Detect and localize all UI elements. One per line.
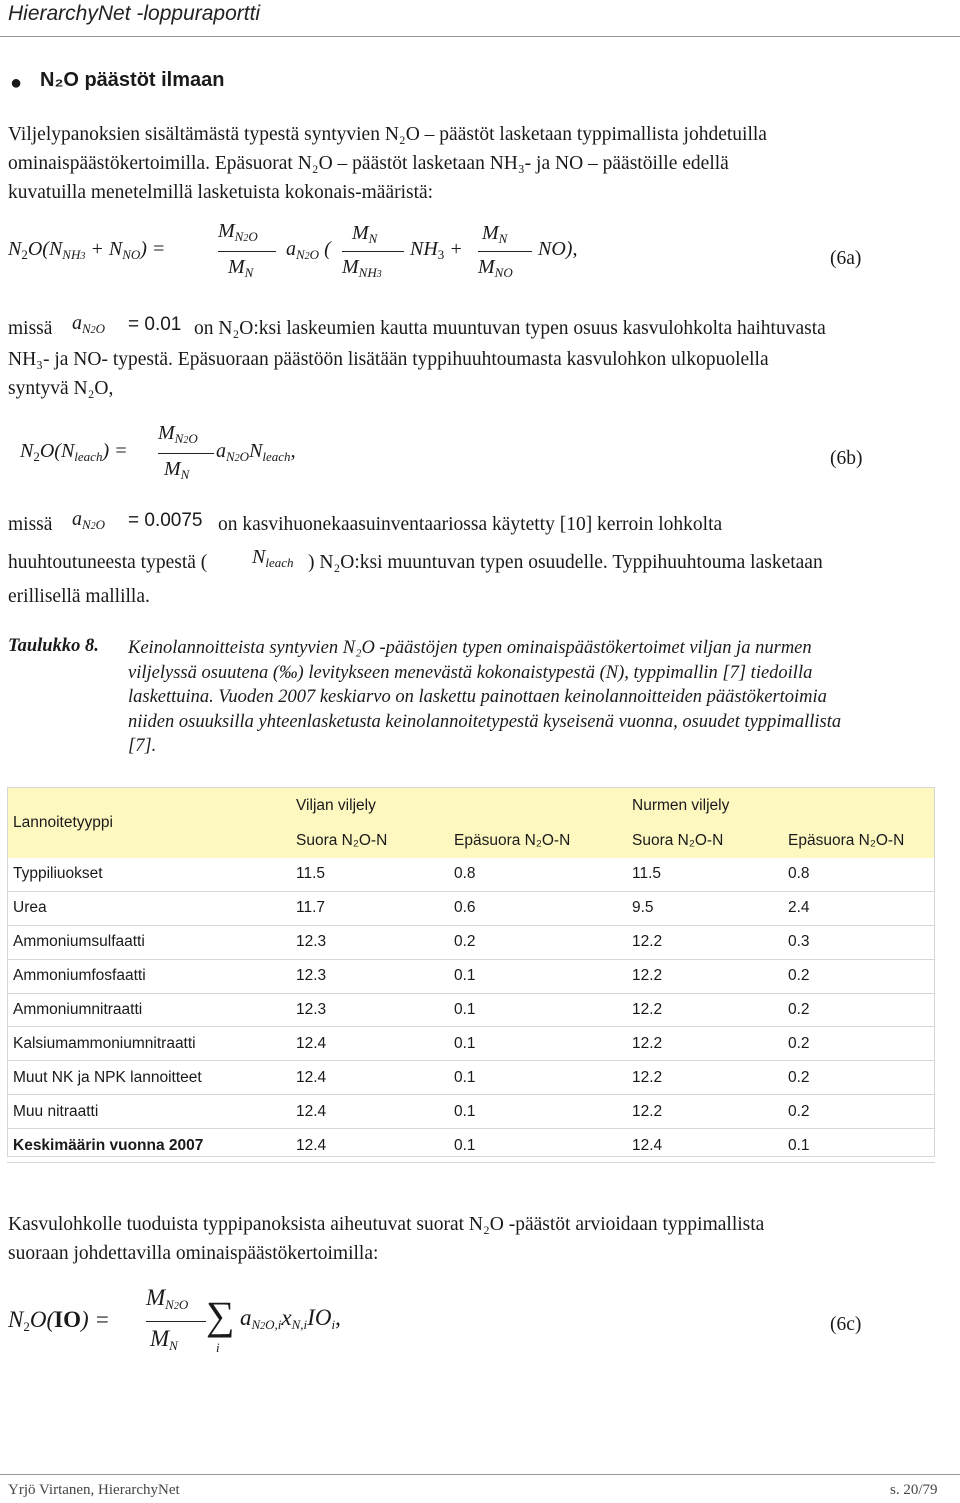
value-cell: 0.1 [448, 993, 626, 1027]
fertilizer-type-cell: Ammoniumfosfaatti [7, 959, 290, 993]
missa-text: NH₃- ja NO- typestä. Epäsuoraan päästöön lisätään typpihuuhtoumasta kasvulohkon ulkopuolella [8, 349, 769, 370]
equation-6b-frac-num: $M_{N2O}$ [158, 422, 198, 446]
fertilizer-type-cell: Keskimäärin vuonna 2007 [7, 1129, 290, 1163]
fraction-bar [158, 453, 214, 454]
value-cell: 12.4 [290, 1027, 448, 1061]
table-caption-text [128, 636, 958, 759]
equation-6c-number: (6c) [830, 1314, 862, 1335]
value-cell: 12.3 [290, 925, 448, 959]
equation-6a-term: $NH_3$ + [410, 238, 463, 262]
equation-6a-frac3-den: $M_{NO}$ [478, 256, 513, 280]
header-divider [0, 36, 960, 37]
equation-6a-lhs: $N_2O(N_{NH3} + N_{NO})$ = [8, 238, 166, 262]
value-cell: 12.4 [290, 1061, 448, 1095]
value-cell: 0.2 [782, 1027, 935, 1061]
value-cell: 0.8 [448, 858, 626, 891]
fraction-bar [478, 251, 532, 252]
equation-6a-coef: $a_{N2O}$ ( [286, 238, 331, 262]
value-cell: 2.4 [782, 891, 935, 925]
value-cell: 0.2 [782, 959, 935, 993]
equation-6c-frac-num: $M_{N2O}$ [146, 1285, 189, 1312]
value-cell: 0.2 [782, 1095, 935, 1129]
fertilizer-type-cell: Kalsiumammoniumnitraatti [7, 1027, 290, 1061]
value-cell: 12.4 [290, 1129, 448, 1163]
value-cell: 11.5 [290, 858, 448, 891]
table-row [7, 925, 935, 959]
value-cell: 9.5 [626, 891, 782, 925]
fertilizer-type-cell: Ammoniumnitraatti [7, 993, 290, 1027]
footer-page: s. 20/79 [890, 1482, 938, 1498]
value-cell: 0.2 [448, 925, 626, 959]
fertilizer-type-cell: Muut NK ja NPK lannoitteet [7, 1061, 290, 1095]
intro-line: kuvatuilla menetelmillä lasketuista kokonais-määristä: [8, 182, 434, 203]
equation-6a-frac3-num: $M_N$ [482, 222, 508, 246]
table-subheader: Suora N₂O-N [290, 823, 448, 858]
equation-6a-frac2-den: $M_{NH3}$ [342, 256, 382, 280]
equation-6c-rhs: $a_{N2O,i}x_{N,i}IO_i$, [240, 1305, 341, 1332]
caption-line: [7]. [128, 736, 157, 756]
fertilizer-type-cell: Muu nitraatti [7, 1095, 290, 1129]
coef-value: = 0.0075 [128, 510, 203, 531]
value-cell: 12.4 [626, 1129, 782, 1163]
missa-label: missä [8, 318, 53, 339]
value-cell: 12.4 [290, 1095, 448, 1129]
table-body [7, 858, 935, 1163]
equation-6a-frac1-num: $M_{N2O}$ [218, 220, 258, 244]
after-line: Kasvulohkolle tuoduista typpipanoksista aiheutuvat suorat N₂O -päästöt arvioidaan typpimallista [8, 1214, 765, 1235]
bullet-icon: ● [10, 72, 23, 94]
fertilizer-type-cell: Urea [7, 891, 290, 925]
value-cell: 12.2 [626, 925, 782, 959]
value-cell: 12.2 [626, 1061, 782, 1095]
value-cell: 0.1 [448, 1027, 626, 1061]
equation-6a-frac2-num: $M_N$ [352, 222, 378, 246]
fertilizer-type-cell: Typpiliuokset [7, 858, 290, 891]
value-cell: 0.2 [782, 1061, 935, 1095]
coef-symbol: $a_{N2O}$ [72, 508, 106, 532]
table-caption-label: Taulukko 8. [8, 636, 99, 656]
missa-text: on N₂O:ksi laskeumien kautta muuntuvan typen osuus kasvulohkolta haihtuvasta [194, 318, 826, 339]
missa-text-b: ) N₂O:ksi muuntuvan typen osuudelle. Typpihuuhtouma lasketaan [308, 552, 823, 573]
after-line: suoraan johdettavilla ominaispäästökertoimilla: [8, 1243, 379, 1264]
equation-6b-frac-den: $M_N$ [164, 458, 190, 482]
table-row [7, 891, 935, 925]
value-cell: 0.1 [782, 1129, 935, 1163]
caption-line: laskettuina. Vuoden 2007 keskiarvo on laskettu painottaen keinolannoitteiden päästökertoimia [128, 687, 827, 707]
intro-line: ominaispäästökertoimilla. Epäsuorat N₂O – päästöt lasketaan NH₃- ja NO – päästöille edellä [8, 153, 729, 174]
table-row [7, 1095, 935, 1129]
table-row [7, 993, 935, 1027]
table-subheader: Epäsuora N₂O-N [782, 823, 935, 858]
value-cell: 0.2 [782, 993, 935, 1027]
value-cell: 0.1 [448, 1061, 626, 1095]
intro-paragraph [8, 120, 958, 207]
fraction-bar [342, 251, 404, 252]
table-header-group: Viljan viljely [290, 788, 626, 823]
coef-value: = 0.01 [128, 314, 182, 335]
table-header-group: Nurmen viljely [626, 788, 935, 823]
value-cell: 11.7 [290, 891, 448, 925]
caption-line: niiden osuuksilla yhteenlasketusta keinolannoitetypestä kyseisenä vuonna, osuudet typpimallista [128, 711, 842, 732]
caption-line: viljelyssä osuutena (‰) levitykseen menevästä kokonaistypestä (N), typpimallin [7] tiedoilla [128, 662, 813, 683]
missa-text: on kasvihuonekaasuinventaariossa käytetty [10] kerroin lohkolta [218, 514, 723, 535]
fraction-bar [218, 251, 276, 252]
intro-line: Viljelypanoksien sisältämästä typestä syntyvien N₂O – päästöt lasketaan typpimallista johdetuilla [8, 124, 767, 145]
table-header-type: Lannoitetyyppi [7, 788, 290, 858]
value-cell: 0.1 [448, 1129, 626, 1163]
table-row [7, 1027, 935, 1061]
missa-label: missä [8, 514, 53, 535]
coef-symbol: $a_{N2O}$ [72, 312, 106, 336]
table-row [7, 858, 935, 891]
value-cell: 12.2 [626, 993, 782, 1027]
value-cell: 0.3 [782, 925, 935, 959]
equation-6b-lhs: $N_2O(N_{leach})$ = [20, 440, 128, 464]
value-cell: 12.2 [626, 1095, 782, 1129]
sum-index: i [216, 1340, 220, 1355]
footer-author: Yrjö Virtanen, HierarchyNet [8, 1482, 180, 1498]
table-row [7, 1129, 935, 1163]
emission-factor-table [7, 788, 935, 1163]
page-header-title: HierarchyNet -loppuraportti [8, 2, 261, 25]
equation-6c-lhs: $N_2O(IO)$ = [8, 1307, 110, 1334]
section-heading: N₂O päästöt ilmaan [40, 69, 225, 91]
value-cell: 12.3 [290, 959, 448, 993]
equation-6c-frac-den: $M_N$ [150, 1326, 178, 1353]
fraction-bar [146, 1321, 206, 1322]
missa-text: syntyvä N₂O, [8, 378, 114, 399]
value-cell: 0.1 [448, 959, 626, 993]
value-cell: 0.1 [448, 1095, 626, 1129]
missa-text-a: huuhtoutuneesta typestä ( [8, 552, 208, 573]
equation-6b-number: (6b) [830, 448, 863, 469]
value-cell: 11.5 [626, 858, 782, 891]
value-cell: 12.3 [290, 993, 448, 1027]
value-cell: 0.8 [782, 858, 935, 891]
sum-sign: ∑ [206, 1293, 235, 1338]
n-leach-symbol: $N_{leach}$ [252, 546, 294, 570]
missa-text: erillisellä mallilla. [8, 586, 150, 607]
value-cell: 0.6 [448, 891, 626, 925]
table-subheader: Suora N₂O-N [626, 823, 782, 858]
equation-6a-tail: NO), [538, 238, 578, 260]
equation-6b-rhs: $a_{N2O}N_{leach}$, [216, 440, 296, 464]
table-row [7, 959, 935, 993]
table-subheader: Epäsuora N₂O-N [448, 823, 626, 858]
value-cell: 12.2 [626, 959, 782, 993]
footer-divider [0, 1474, 960, 1475]
equation-6a-frac1-den: $M_N$ [228, 256, 254, 280]
fertilizer-type-cell: Ammoniumsulfaatti [7, 925, 290, 959]
caption-line: Keinolannoitteista syntyvien N₂O -päästöjen typen ominaispäästökertoimet viljan ja nurmen [128, 638, 812, 658]
value-cell: 12.2 [626, 1027, 782, 1061]
table-row [7, 1061, 935, 1095]
equation-6a-number: (6a) [830, 248, 862, 269]
after-paragraph [8, 1210, 958, 1268]
